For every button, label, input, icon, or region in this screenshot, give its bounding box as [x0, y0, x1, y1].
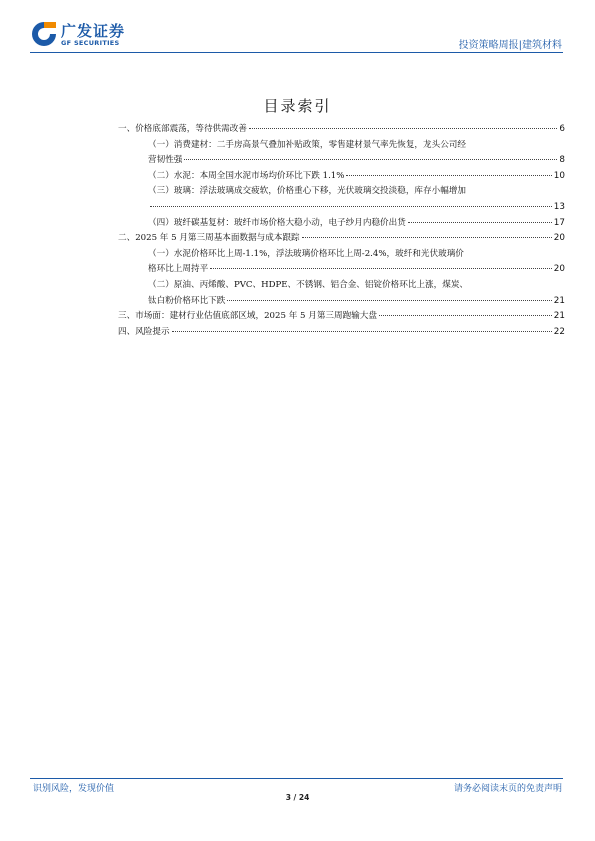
toc-entry-text: 二、2025 年 5 月第三周基本面数据与成本跟踪 — [118, 233, 300, 244]
toc-entry-text: （二）原油、丙烯酸、PVC、HDPE、不锈钢、铝合金、铝锭价格环比上涨，煤炭、 — [148, 279, 469, 290]
toc-page-number: 17 — [553, 217, 565, 228]
toc-dot-leader — [302, 237, 552, 238]
toc-entry-text: （一）消费建材：二手房高景气叠加补贴政策，零售建材景气率先恢复，龙头公司经 — [148, 139, 466, 150]
toc-entry[interactable] — [118, 138, 565, 169]
toc-page-number: 21 — [553, 311, 565, 322]
logo-english-name: GF SECURITIES — [61, 39, 120, 47]
page-number: 3 / 24 — [285, 793, 310, 802]
toc-page-number: 20 — [553, 264, 565, 275]
toc-entry-text: 钛白粉价格环比下跌 — [148, 295, 226, 306]
toc-dot-leader — [249, 128, 557, 129]
toc-entry[interactable] — [118, 278, 565, 309]
toc-dot-leader — [150, 206, 552, 207]
toc-page-number: 10 — [553, 170, 565, 181]
toc-title: 目录索引 — [263, 97, 332, 115]
toc-entry[interactable] — [118, 309, 565, 325]
header-divider — [30, 52, 563, 53]
toc-entry[interactable] — [118, 122, 565, 138]
toc-entry[interactable] — [118, 216, 565, 232]
logo-chinese-name: 广发证券 — [61, 22, 126, 40]
toc-entry[interactable] — [118, 231, 565, 247]
table-of-contents — [118, 122, 565, 340]
toc-dot-leader — [184, 159, 557, 160]
toc-dot-leader — [408, 222, 552, 223]
gf-logo-icon — [30, 20, 58, 48]
toc-entry[interactable] — [118, 325, 565, 341]
toc-entry-text: 格环比上周持平 — [148, 264, 209, 275]
toc-page-number: 22 — [553, 326, 565, 337]
toc-page-number: 6 — [559, 124, 565, 134]
toc-entry[interactable] — [118, 184, 565, 215]
toc-dot-leader — [172, 331, 552, 332]
report-category: 投资策略周报|建筑材料 — [458, 40, 562, 51]
toc-entry[interactable] — [118, 247, 565, 278]
toc-entry-text: （四）玻纤碳基复材：玻纤市场价格大稳小动，电子纱月内稳价出货 — [148, 217, 406, 228]
toc-entry-text: 营韧性强 — [148, 155, 183, 166]
toc-entry-text: 一、价格底部震荡，等待供需改善 — [118, 124, 247, 134]
toc-entry-text: （三）玻璃：浮法玻璃成交疲软，价格重心下移，光伏玻璃交投淡稳，库存小幅增加 — [148, 186, 466, 197]
toc-dot-leader — [346, 175, 551, 176]
toc-entry-text: 三、市场面：建材行业估值底部区域，2025 年 5 月第三周跑输大盘 — [118, 311, 377, 322]
footer-divider — [30, 778, 563, 779]
toc-page-number: 20 — [553, 233, 565, 244]
toc-entry-text: （一）水泥价格环比上周-1.1%，浮法玻璃价格环比上周-2.4%，玻纤和光伏玻璃价 — [148, 248, 464, 259]
toc-entry-text: （二）水泥：本周全国水泥市场均价环比下跌 1.1% — [148, 170, 345, 181]
toc-page-number: 13 — [553, 201, 565, 212]
toc-dot-leader — [227, 300, 551, 301]
toc-page-number: 8 — [559, 155, 565, 166]
company-logo — [30, 20, 140, 50]
toc-entry[interactable] — [118, 169, 565, 185]
footer-disclaimer-note: 请务必阅读末页的免责声明 — [453, 784, 562, 794]
toc-dot-leader — [379, 315, 552, 316]
toc-page-number: 21 — [553, 295, 565, 306]
toc-entry-text: 四、风险提示 — [118, 326, 170, 337]
toc-dot-leader — [210, 268, 552, 269]
footer-slogan: 识别风险，发现价值 — [33, 784, 115, 794]
